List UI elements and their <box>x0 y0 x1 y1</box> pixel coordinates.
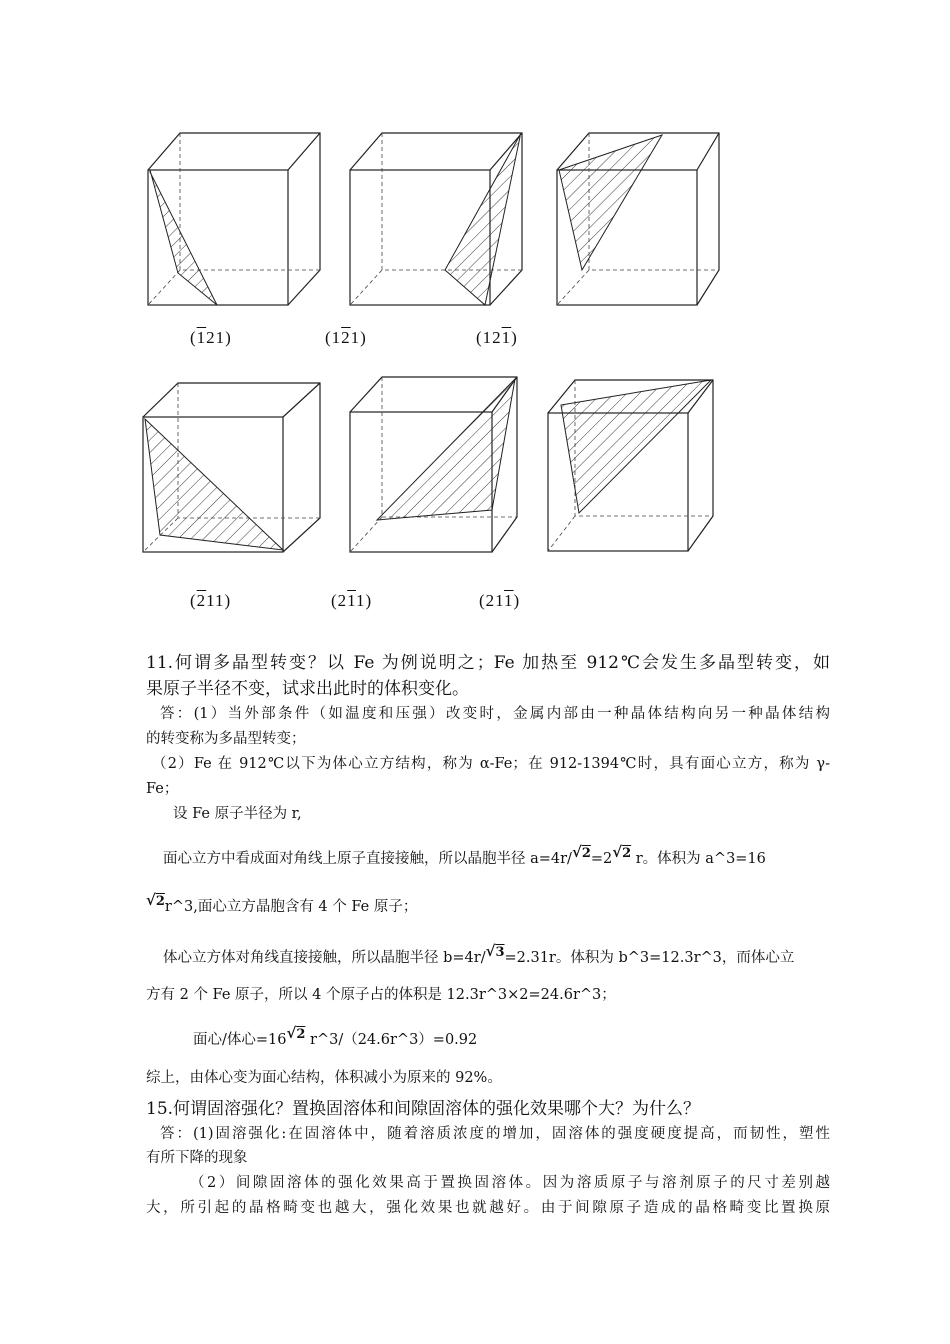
answer-11-part1-line2: 的转变称为多晶型转变； <box>146 731 306 747</box>
cube-plane-hatched-icon <box>345 125 535 310</box>
cube-plane-hatched-icon <box>543 375 723 560</box>
sqrt-2-symbol: √2 <box>571 843 591 861</box>
sqrt-2-symbol: √2 <box>612 843 632 861</box>
miller-index-label: (211) <box>190 591 232 610</box>
volume-ratio-text: 面心/体心=16√2 r^3/（24.6r^3）=0.92 <box>193 1024 478 1048</box>
fcc-volume-text: √2r^3,面心立方晶胞含有 4 个 Fe 原子； <box>146 891 418 915</box>
cube-figure-5 <box>345 372 535 557</box>
cube-plane-hatched-icon <box>140 125 330 310</box>
cube-figure-6 <box>543 375 723 560</box>
answer-15-part2-line1: （2）间隙固溶体的强化效果高于置换固溶体。因为溶质原子与溶剂原子的尺寸差别越 <box>190 1175 830 1191</box>
cube-figure-4 <box>138 375 338 560</box>
question-11-line-1: 11.何谓多晶型转变？以 Fe 为例说明之；Fe 加热至 912℃会发生多晶型转变，如 <box>146 653 830 673</box>
answer-15-part1-line2: 有所下降的现象 <box>146 1150 248 1166</box>
miller-index-label: (211) <box>479 591 521 610</box>
sqrt-2-symbol: √2 <box>146 891 165 909</box>
cube-plane-hatched-icon <box>552 125 742 310</box>
sqrt-3-symbol: √3 <box>485 942 505 960</box>
cube-plane-hatched-icon <box>345 372 535 557</box>
bcc-lattice-text: 体心立方体对角线直接接触，所以晶胞半径 b=4r/√3=2.31r。体积为 b^3=12.3r^3，而体心立 <box>163 942 795 966</box>
answer-11-part2-line1: （2）Fe 在 912℃以下为体心立方结构，称为 α-Fe；在 912-1394℃时，具有面心立方，称为 γ- <box>152 756 830 772</box>
answer-11-part2-line2: Fe； <box>146 781 179 797</box>
question-11-line-2: 果原子半径不变，试求出此时的体积变化。 <box>146 679 469 699</box>
miller-index-label: (121) <box>190 328 232 347</box>
miller-index-label: (211) <box>331 591 373 610</box>
bcc-volume-text: 方有 2 个 Fe 原子，所以 4 个原子占的体积是 12.3r^3×2=24.6r^3； <box>146 987 616 1003</box>
fcc-lattice-text: 面心立方中看成面对角线上原子直接接触，所以晶胞半径 a=4r/√2=2√2 r。体积为 a^3=16 <box>163 843 766 867</box>
cube-figure-3 <box>552 125 742 310</box>
answer-15-part1-line1: 答：(1)固溶强化:在固溶体中，随着溶质浓度的增加，固溶体的强度硬度提高，而韧性，塑性 <box>160 1126 830 1142</box>
fe-radius-text: 设 Fe 原子半径为 r, <box>173 806 302 822</box>
sqrt-2-symbol: √2 <box>286 1024 306 1042</box>
miller-index-label: (121) <box>325 328 367 347</box>
summary-text: 综上，由体心变为面心结构，体积减小为原来的 92%。 <box>146 1070 502 1086</box>
cube-plane-hatched-icon <box>138 375 338 560</box>
answer-11-part1-line1: 答：(1）当外部条件（如温度和压强）改变时，金属内部由一种晶体结构向另一种晶体结构 <box>160 706 830 722</box>
cube-figure-1 <box>140 125 330 310</box>
cube-figure-2 <box>345 125 535 310</box>
question-15: 15.何谓固溶强化？置换固溶体和间隙固溶体的强化效果哪个大？为什么？ <box>146 1099 701 1119</box>
miller-index-label: (121) <box>476 328 518 347</box>
answer-15-part2-line2: 大，所引起的晶格畸变也越大，强化效果也就越好。由于间隙原子造成的晶格畸变比置换原 <box>146 1200 830 1216</box>
